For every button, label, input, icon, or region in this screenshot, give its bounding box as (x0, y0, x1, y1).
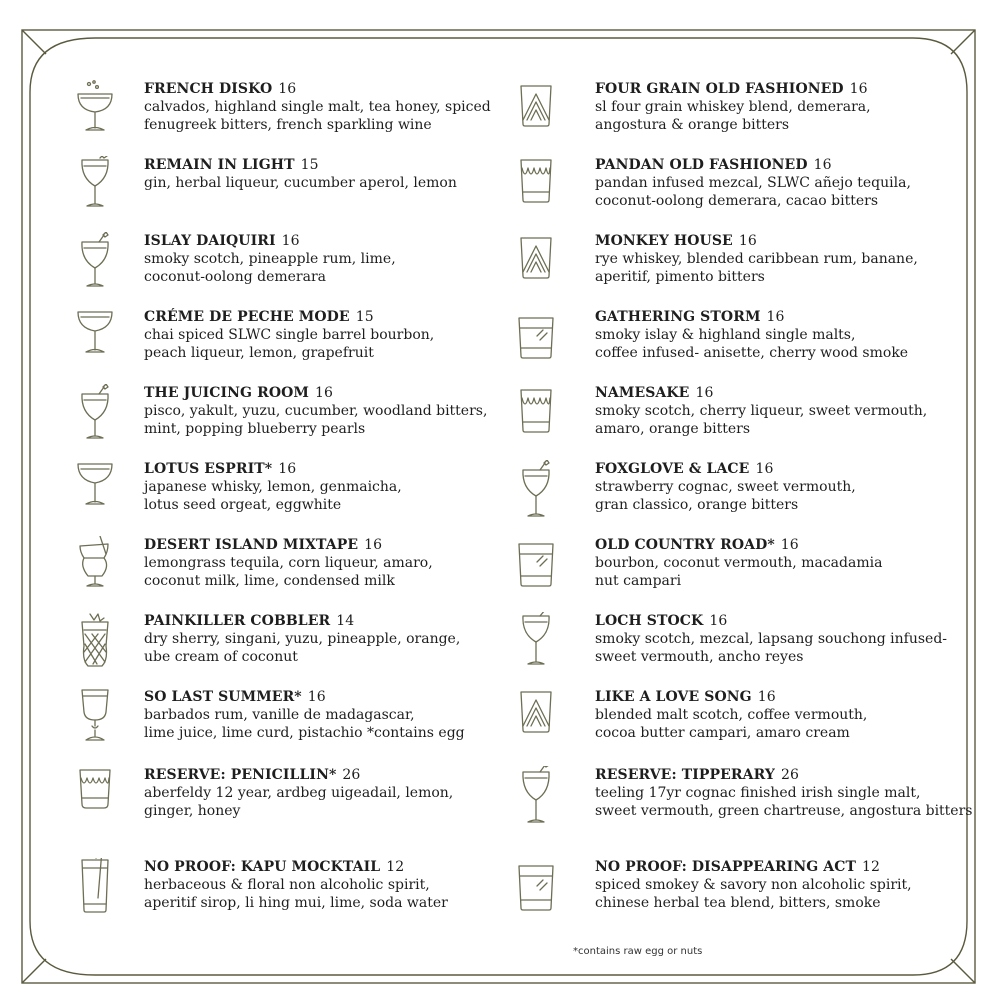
item-ingredients: sweet vermouth, green chartreuse, angostura bitters (595, 803, 973, 819)
allergen-footnote: *contains raw egg or nuts (573, 946, 703, 957)
item-price: 12 (862, 859, 881, 875)
item-name: PAINKILLER COBBLER (144, 613, 331, 629)
menu-item (72, 308, 492, 378)
diamond-rocks-glass-icon (513, 688, 559, 758)
item-ingredients: chai spiced SLWC single barrel bourbon, (144, 327, 435, 343)
rocks-glass-icon (513, 308, 559, 378)
item-name: NO PROOF: KAPU MOCKTAIL (144, 859, 381, 875)
item-price: 16 (813, 157, 832, 173)
scalloped-rocks-glass-icon (513, 156, 559, 226)
nick-and-nora-glass-icon (72, 156, 118, 226)
highball-glass-icon (72, 858, 118, 928)
coupe-glass-icon (72, 308, 118, 378)
menu-item (513, 156, 983, 226)
item-ingredients: peach liqueur, lemon, grapefruit (144, 345, 374, 361)
item-ingredients: pisco, yakult, yuzu, cucumber, woodland bitters, (144, 403, 488, 419)
menu-item (513, 308, 983, 378)
item-price: 26 (342, 767, 361, 783)
item-ingredients: fenugreek bitters, french sparkling wine (144, 117, 432, 133)
menu-item (72, 612, 492, 682)
item-price: 16 (738, 233, 757, 249)
item-price: 15 (355, 309, 374, 325)
item-ingredients: mint, popping blueberry pearls (144, 421, 366, 437)
item-price: 16 (849, 81, 868, 97)
item-ingredients: pandan infused mezcal, SLWC añejo tequila, (595, 175, 911, 191)
nick-and-nora-glass-icon (72, 384, 118, 454)
item-ingredients: angostura & orange bitters (595, 117, 790, 133)
item-ingredients: nut campari (595, 573, 682, 589)
item-ingredients: lemongrass tequila, corn liqueur, amaro, (144, 555, 433, 571)
item-price: 16 (780, 537, 799, 553)
item-name: RESERVE: TIPPERARY (595, 767, 775, 783)
item-ingredients: coffee infused- anisette, cherry wood smoke (595, 345, 909, 361)
item-price: 15 (300, 157, 319, 173)
menu-item (72, 80, 492, 150)
menu-item (72, 858, 492, 928)
item-name: FRENCH DISKO (144, 81, 273, 97)
scalloped-rocks-glass-icon (72, 766, 118, 836)
coupe-glass-icon (72, 80, 118, 150)
menu-item (72, 688, 492, 758)
item-ingredients: smoky scotch, cherry liqueur, sweet vermouth, (595, 403, 928, 419)
item-ingredients: cocoa butter campari, amaro cream (595, 725, 850, 741)
item-ingredients: coconut milk, lime, condensed milk (144, 573, 395, 589)
menu-item (513, 858, 983, 928)
item-name: GATHERING STORM (595, 309, 761, 325)
menu-item (513, 384, 983, 454)
item-ingredients: lime juice, lime curd, pistachio *contains egg (144, 725, 465, 741)
item-name: PANDAN OLD FASHIONED (595, 157, 808, 173)
menu-item (72, 536, 492, 606)
menu-item (513, 536, 983, 606)
menu-item (513, 612, 983, 682)
item-price: 16 (695, 385, 714, 401)
item-ingredients: chinese herbal tea blend, bitters, smoke (595, 895, 881, 911)
menu-item (72, 766, 492, 836)
item-ingredients: aberfeldy 12 year, ardbeg uigeadail, lemon, (144, 785, 454, 801)
item-price: 16 (315, 385, 334, 401)
item-name: REMAIN IN LIGHT (144, 157, 295, 173)
item-ingredients: smoky scotch, pineapple rum, lime, (144, 251, 396, 267)
item-name: FOXGLOVE & LACE (595, 461, 750, 477)
item-ingredients: calvados, highland single malt, tea honey, spiced (144, 99, 491, 115)
nick-and-nora-glass-icon (513, 612, 559, 682)
item-ingredients: coconut-oolong demerara (144, 269, 327, 285)
tulip-glass-icon (72, 536, 118, 606)
item-price: 16 (709, 613, 728, 629)
item-ingredients: sweet vermouth, ancho reyes (595, 649, 804, 665)
item-ingredients: barbados rum, vanille de madagascar, (144, 707, 415, 723)
item-price: 14 (336, 613, 355, 629)
item-name: FOUR GRAIN OLD FASHIONED (595, 81, 844, 97)
menu-item (72, 232, 492, 302)
item-ingredients: gran classico, orange bitters (595, 497, 799, 513)
item-ingredients: smoky islay & highland single malts, (595, 327, 856, 343)
menu-item (72, 384, 492, 454)
item-name: CRÉME DE PECHE MODE (144, 309, 350, 325)
diamond-rocks-glass-icon (513, 232, 559, 302)
item-price: 16 (757, 689, 776, 705)
item-ingredients: lotus seed orgeat, eggwhite (144, 497, 342, 513)
item-ingredients: spiced smokey & savory non alcoholic spirit, (595, 877, 912, 893)
item-ingredients: amaro, orange bitters (595, 421, 751, 437)
item-ingredients: rye whiskey, blended caribbean rum, banane, (595, 251, 918, 267)
item-ingredients: dry sherry, singani, yuzu, pineapple, orange, (144, 631, 461, 647)
item-ingredients: blended malt scotch, coffee vermouth, (595, 707, 868, 723)
item-ingredients: gin, herbal liqueur, cucumber aperol, lemon (144, 175, 457, 191)
item-ingredients: aperitif, pimento bitters (595, 269, 765, 285)
item-name: RESERVE: PENICILLIN* (144, 767, 337, 783)
menu-item (513, 232, 983, 302)
nick-and-nora-glass-icon (513, 766, 559, 836)
item-ingredients: coconut-oolong demerara, cacao bitters (595, 193, 879, 209)
diamond-rocks-glass-icon (513, 80, 559, 150)
item-price: 16 (281, 233, 300, 249)
item-ingredients: herbaceous & floral non alcoholic spirit, (144, 877, 430, 893)
item-ingredients: teeling 17yr cognac finished irish single malt, (595, 785, 921, 801)
item-name: MONKEY HOUSE (595, 233, 733, 249)
item-ingredients: ginger, honey (144, 803, 241, 819)
item-name: DESERT ISLAND MIXTAPE (144, 537, 359, 553)
item-name: SO LAST SUMMER* (144, 689, 302, 705)
menu-item (72, 460, 492, 530)
item-name: ISLAY DAIQUIRI (144, 233, 276, 249)
item-name: NAMESAKE (595, 385, 690, 401)
scalloped-rocks-glass-icon (513, 384, 559, 454)
item-price: 16 (278, 461, 297, 477)
item-price: 26 (781, 767, 800, 783)
item-ingredients: smoky scotch, mezcal, lapsang souchong infused- (595, 631, 948, 647)
item-name: LIKE A LOVE SONG (595, 689, 752, 705)
item-ingredients: sl four grain whiskey blend, demerara, (595, 99, 871, 115)
pineapple-glass-icon (72, 612, 118, 682)
menu-item (72, 156, 492, 226)
rocks-glass-icon (513, 858, 559, 928)
item-price: 16 (364, 537, 383, 553)
item-ingredients: bourbon, coconut vermouth, macadamia (595, 555, 883, 571)
item-ingredients: strawberry cognac, sweet vermouth, (595, 479, 856, 495)
item-name: THE JUICING ROOM (144, 385, 310, 401)
rocks-glass-icon (513, 536, 559, 606)
item-ingredients: aperitif sirop, li hing mui, lime, soda water (144, 895, 448, 911)
menu-item (513, 688, 983, 758)
item-ingredients: ube cream of coconut (144, 649, 298, 665)
menu-item (513, 460, 983, 530)
nick-and-nora-glass-icon (513, 460, 559, 530)
item-name: OLD COUNTRY ROAD* (595, 537, 775, 553)
item-price: 16 (278, 81, 297, 97)
item-price: 16 (307, 689, 326, 705)
coupe-glass-icon (72, 460, 118, 530)
item-name: NO PROOF: DISAPPEARING ACT (595, 859, 856, 875)
item-ingredients: japanese whisky, lemon, genmaicha, (144, 479, 402, 495)
menu-item (513, 80, 983, 150)
item-price: 12 (386, 859, 405, 875)
item-price: 16 (766, 309, 785, 325)
menu-item (513, 766, 983, 836)
item-name: LOCH STOCK (595, 613, 704, 629)
nick-and-nora-glass-icon (72, 232, 118, 302)
item-name: LOTUS ESPRIT* (144, 461, 273, 477)
goblet-glass-icon (72, 688, 118, 758)
item-price: 16 (755, 461, 774, 477)
